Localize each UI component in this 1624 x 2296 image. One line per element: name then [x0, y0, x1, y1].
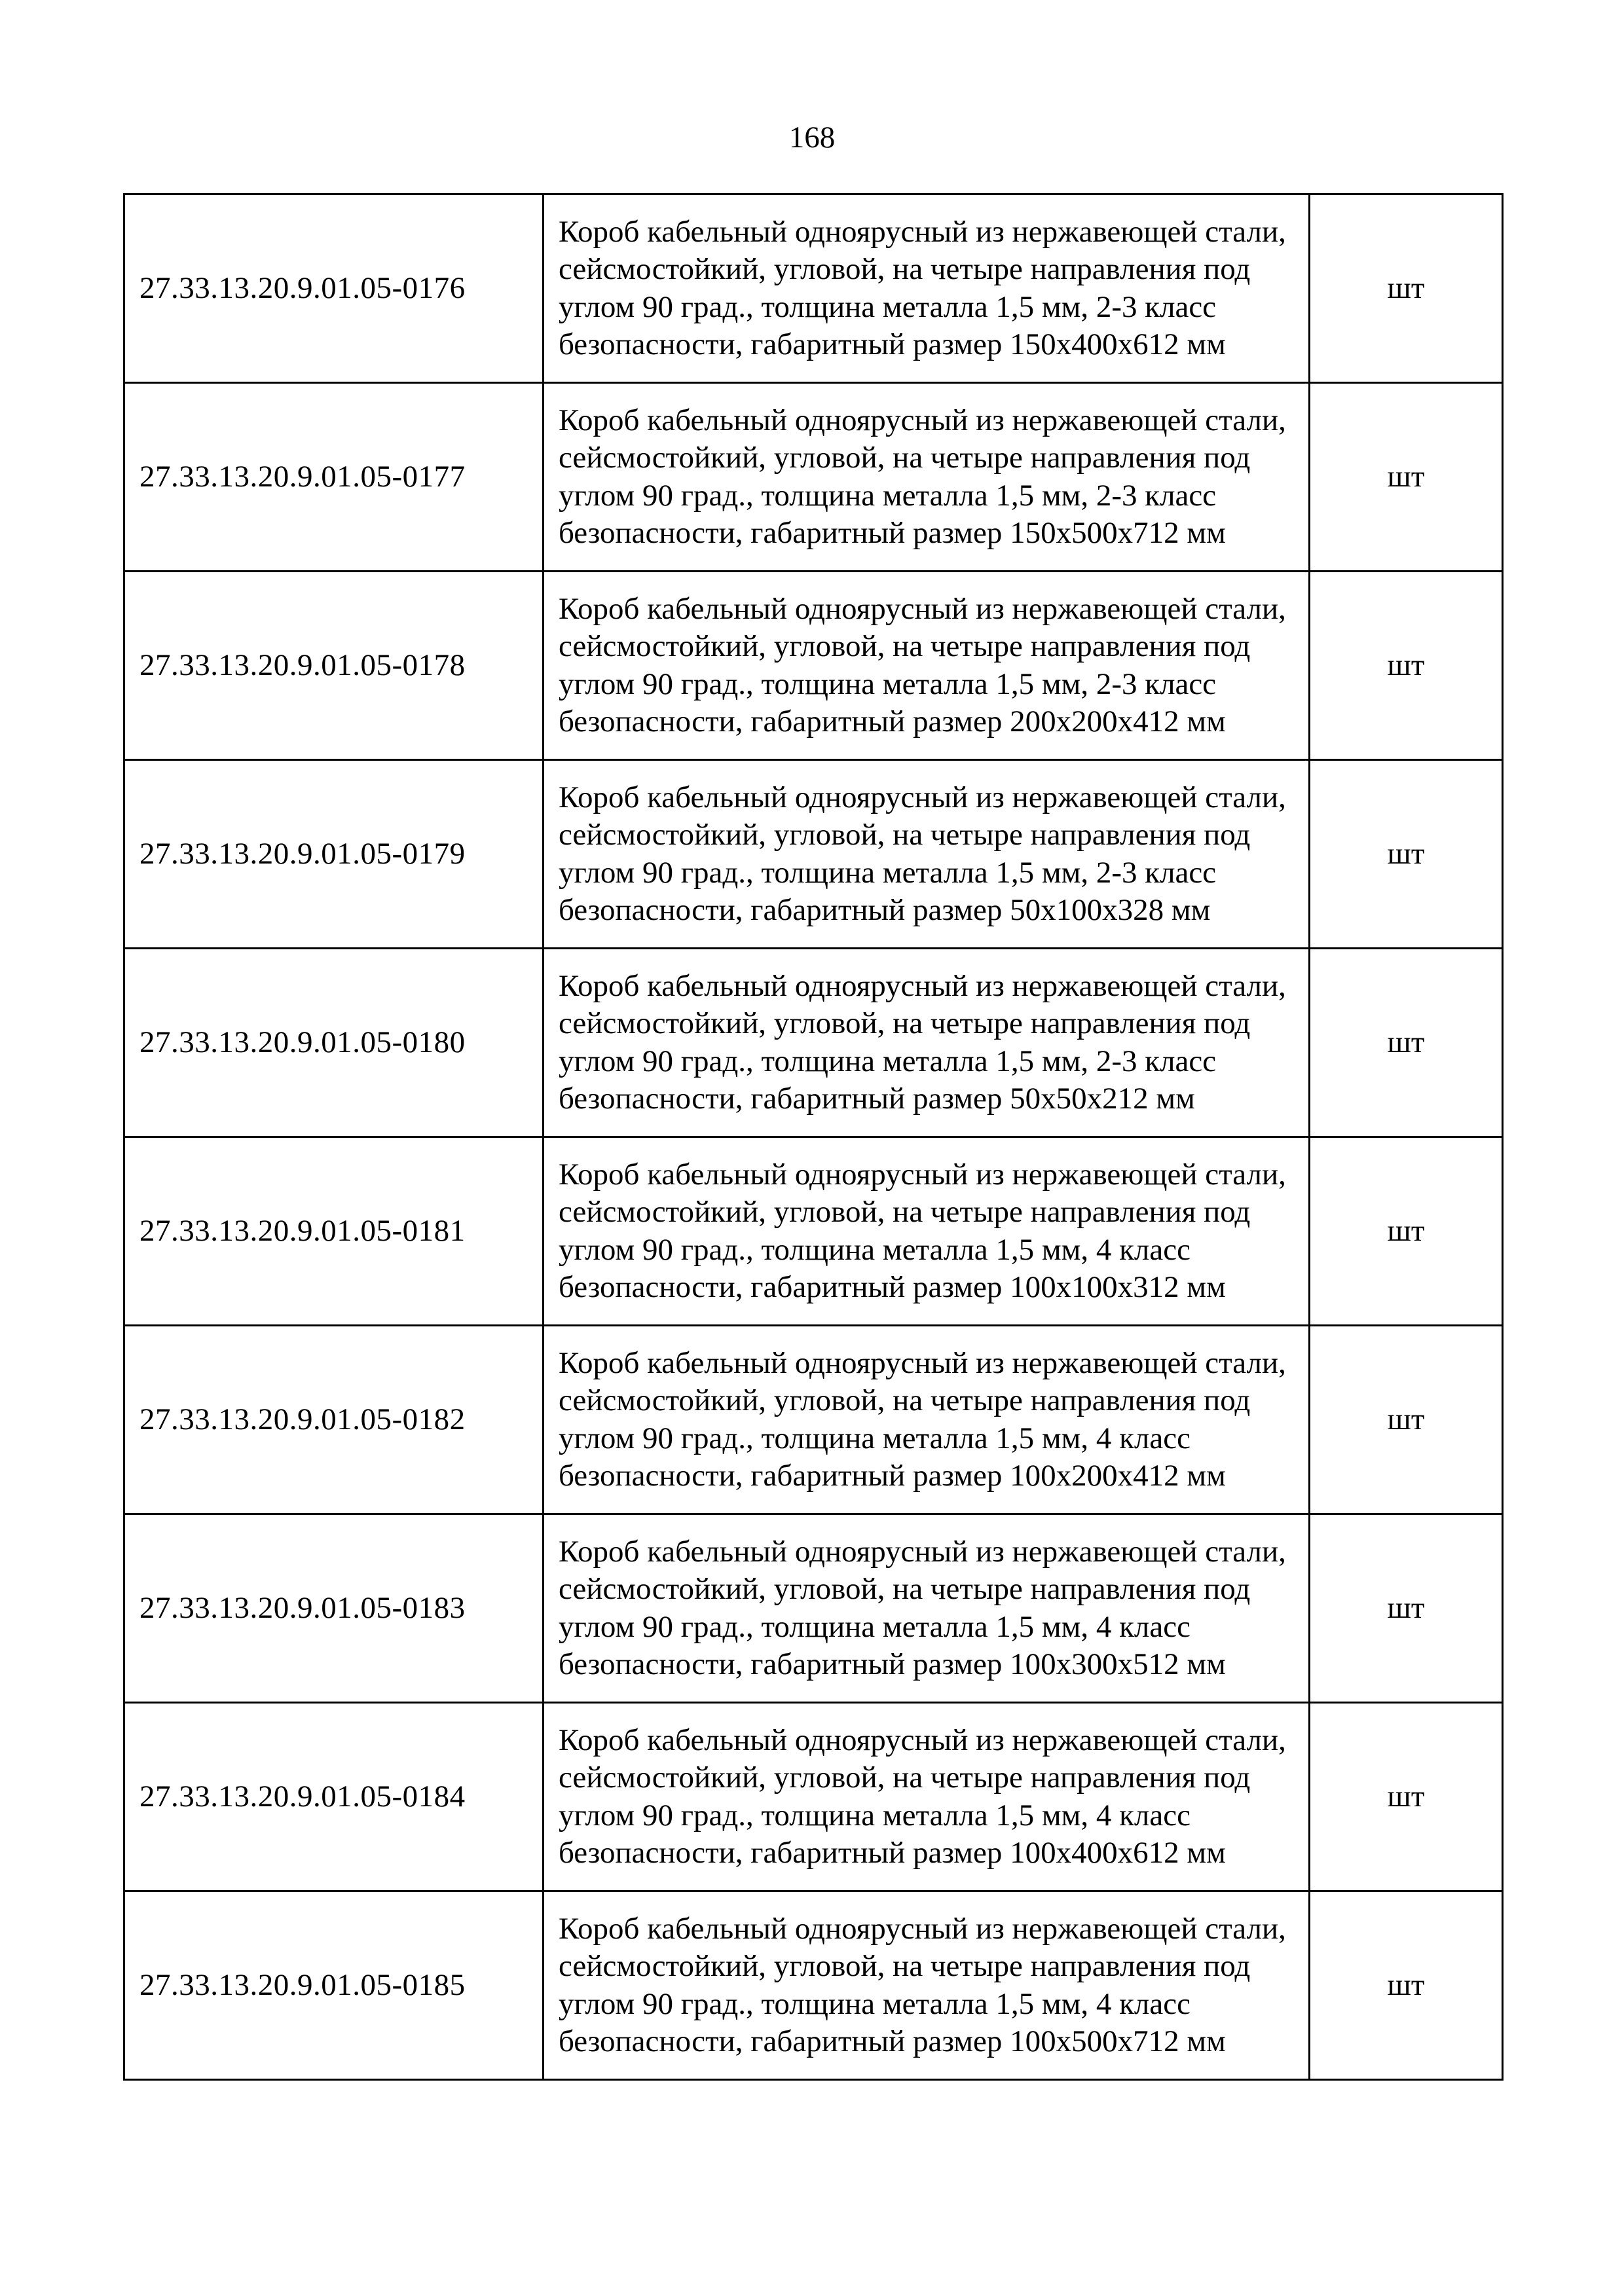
item-code: 27.33.13.20.9.01.05-0183 — [124, 1514, 544, 1703]
item-description: Короб кабельный одноярусный из нержавеющей стали, сейсмостойкий, угловой, на четыре направления под углом 90 град., толщина металла 1,5 мм, 2-3 класс безопасности, габаритный размер 150х500х712 мм — [544, 383, 1310, 572]
item-unit: шт — [1310, 572, 1503, 760]
item-code: 27.33.13.20.9.01.05-0184 — [124, 1703, 544, 1891]
item-description: Короб кабельный одноярусный из нержавеющей стали, сейсмостойкий, угловой, на четыре направления под углом 90 град., толщина металла 1,5 мм, 2-3 класс безопасности, габаритный размер 50х50х212 мм — [544, 949, 1310, 1137]
table-row — [124, 1137, 1503, 1326]
item-unit: шт — [1310, 194, 1503, 383]
item-unit: шт — [1310, 949, 1503, 1137]
table-row — [124, 383, 1503, 572]
item-code: 27.33.13.20.9.01.05-0178 — [124, 572, 544, 760]
item-unit: шт — [1310, 760, 1503, 949]
item-code: 27.33.13.20.9.01.05-0179 — [124, 760, 544, 949]
item-unit: шт — [1310, 1137, 1503, 1326]
item-code: 27.33.13.20.9.01.05-0180 — [124, 949, 544, 1137]
item-description: Короб кабельный одноярусный из нержавеющей стали, сейсмостойкий, угловой, на четыре направления под углом 90 град., толщина металла 1,5 мм, 2-3 класс безопасности, габаритный размер 200х200х412 мм — [544, 572, 1310, 760]
table-row — [124, 1514, 1503, 1703]
item-code: 27.33.13.20.9.01.05-0181 — [124, 1137, 544, 1326]
item-unit: шт — [1310, 383, 1503, 572]
item-unit: шт — [1310, 1514, 1503, 1703]
table-row — [124, 572, 1503, 760]
table-row — [124, 1326, 1503, 1514]
item-code: 27.33.13.20.9.01.05-0185 — [124, 1891, 544, 2080]
item-code: 27.33.13.20.9.01.05-0177 — [124, 383, 544, 572]
item-unit: шт — [1310, 1891, 1503, 2080]
table-row — [124, 760, 1503, 949]
item-unit: шт — [1310, 1703, 1503, 1891]
item-unit: шт — [1310, 1326, 1503, 1514]
item-description: Короб кабельный одноярусный из нержавеющей стали, сейсмостойкий, угловой, на четыре направления под углом 90 град., толщина металла 1,5 мм, 2-3 класс безопасности, габаритный размер 150х400х612 мм — [544, 194, 1310, 383]
item-description: Короб кабельный одноярусный из нержавеющей стали, сейсмостойкий, угловой, на четыре направления под углом 90 град., толщина металла 1,5 мм, 4 класс безопасности, габаритный размер 100х300х512 мм — [544, 1514, 1310, 1703]
item-description: Короб кабельный одноярусный из нержавеющей стали, сейсмостойкий, угловой, на четыре направления под углом 90 град., толщина металла 1,5 мм, 4 класс безопасности, габаритный размер 100х400х612 мм — [544, 1703, 1310, 1891]
table-row — [124, 949, 1503, 1137]
page-number: 168 — [788, 120, 836, 155]
table-row — [124, 1891, 1503, 2080]
table-row — [124, 1703, 1503, 1891]
item-description: Короб кабельный одноярусный из нержавеющей стали, сейсмостойкий, угловой, на четыре направления под углом 90 град., толщина металла 1,5 мм, 4 класс безопасности, габаритный размер 100х200х412 мм — [544, 1326, 1310, 1514]
item-code: 27.33.13.20.9.01.05-0182 — [124, 1326, 544, 1514]
item-code: 27.33.13.20.9.01.05-0176 — [124, 194, 544, 383]
item-description: Короб кабельный одноярусный из нержавеющей стали, сейсмостойкий, угловой, на четыре направления под углом 90 град., толщина металла 1,5 мм, 4 класс безопасности, габаритный размер 100х500х712 мм — [544, 1891, 1310, 2080]
item-description: Короб кабельный одноярусный из нержавеющей стали, сейсмостойкий, угловой, на четыре направления под углом 90 град., толщина металла 1,5 мм, 4 класс безопасности, габаритный размер 100х100х312 мм — [544, 1137, 1310, 1326]
table-row — [124, 194, 1503, 383]
items-table — [123, 193, 1504, 2081]
item-description: Короб кабельный одноярусный из нержавеющей стали, сейсмостойкий, угловой, на четыре направления под углом 90 град., толщина металла 1,5 мм, 2-3 класс безопасности, габаритный размер 50х100х328 мм — [544, 760, 1310, 949]
